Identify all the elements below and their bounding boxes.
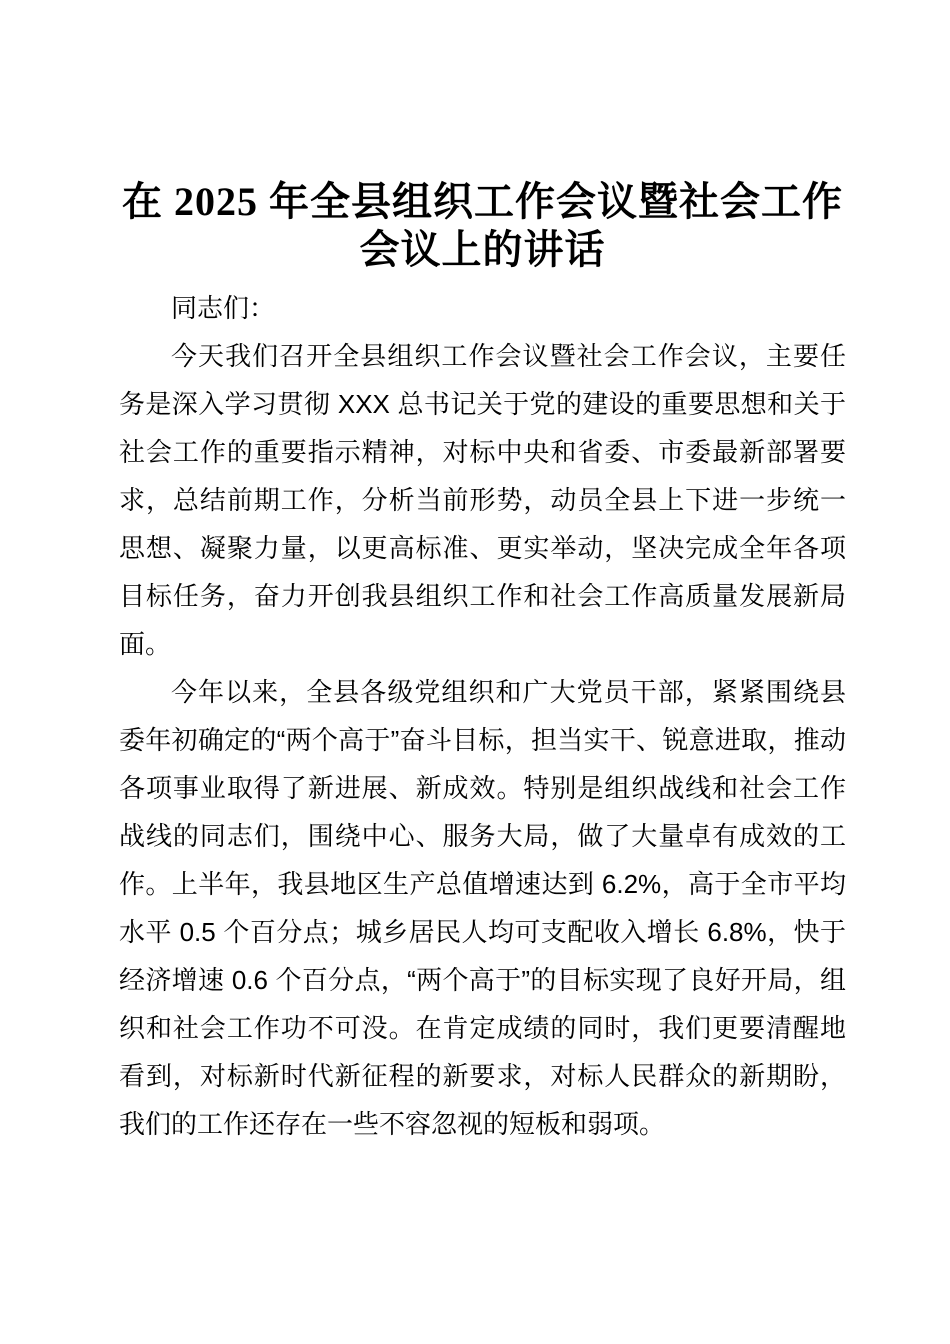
salutation: 同志们： xyxy=(171,293,276,323)
paragraph-achievements: 今年以来，全县各级党组织和广大党员干部，紧紧围绕县委年初确定的“两个高于”奋斗目标，担当实干、锐意进取，推动各项事业取得了新进展、新成效。特别是组织战线和社会工作战线的同志们，围绕中心、服务大局，做了大量卓有成效的工作。上半年，我县地区生产总值增速达到 6.2%，高于全市平均水平 0.5 个百分点；城乡居民人均可支配收入增长 6.8%，快于经济增速 0.6 个百分点，“两个高于”的目标实现了良好开局，组织和社会工作功不可没。在肯定成绩的同时，我们更要清醒地看到，对标新时代新征程的新要求，对标人民群众的新期盼，我们的工作还存在一些不容忽视的短板和弱项。 xyxy=(119,677,846,1139)
paragraph-opening: 今天我们召开全县组织工作会议暨社会工作会议，主要任务是深入学习贯彻 XXX 总书记关于党的建设的重要思想和关于社会工作的重要指示精神，对标中央和省委、市委最新部署要求，总结前期工作，分析当前形势，动员全县上下进一步统一思想、凝聚力量，以更高标准、更实举动，坚决完成全年各项目标任务，奋力开创我县组织工作和社会工作高质量发展新局面。 xyxy=(119,341,846,659)
document-title: 在 2025 年全县组织工作会议暨社会工作会议上的讲话 xyxy=(122,179,843,272)
